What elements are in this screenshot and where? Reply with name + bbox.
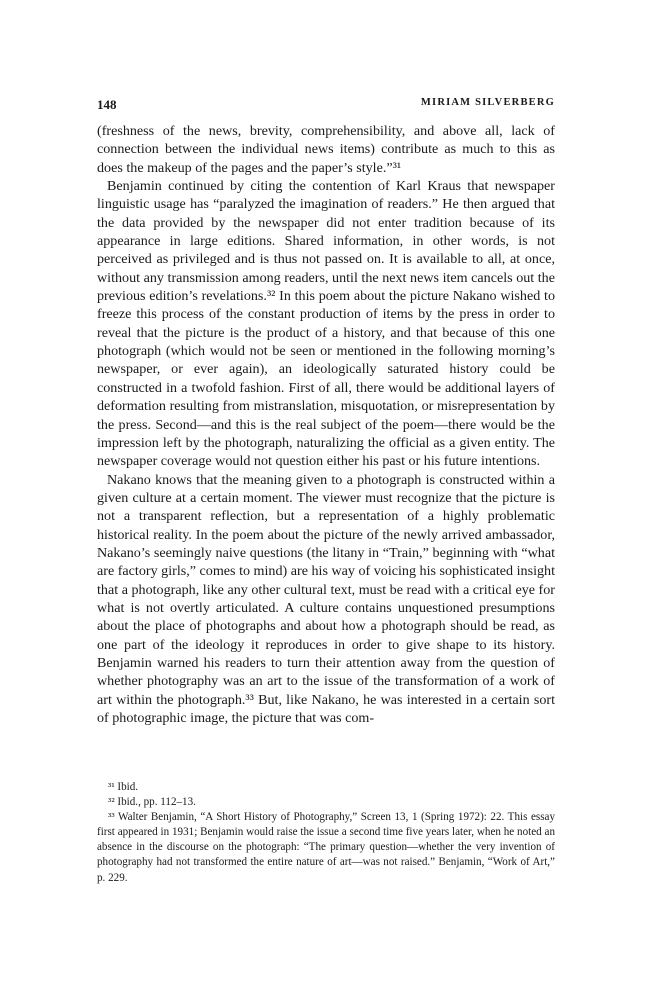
body-paragraph: Benjamin continued by citing the contention of Karl Kraus that newspaper linguistic usage has “paralyzed the imagination of readers.” He then argued that the data provided by the newspaper did not enter tradition because of its appearance in large editions. Shared information, in other words, is not perceived as privileged and is thus not passed on. It is available to all, at once, without any transmission among readers, until the next news item cancels out the previous edition’s revelations.³² In this poem about the picture Nakano wished to freeze this process of the constant production of items by the press in order to reveal that the picture is the product of a history, and that because of this one photograph (which would not be seen or mentioned in the following morning’s newspaper, or ever again), an ideologically saturated history could be constructed in a twofold fashion. First of all, there would be additional layers of deformation resulting from mistranslation, misquotation, or misrepresentation by the press. Second—and this is the real subject of the poem—there would be the impression left by the photograph, naturalizing the official as a given entity. The newspaper coverage would not question either his past or his future intentions. [97, 178, 555, 470]
footnote-32: ³² Ibid., pp. 112–13. [108, 796, 196, 809]
footnote-33: ³³ Walter Benjamin, “A Short History of Photography,” Screen 13, 1 (Spring 1972): 22. This essay first appeared in 1931; Benjamin would raise the issue a second time five years later, when he noted an absence in the discourse on the photograph: “The primary question—whether the very invention of photography had not transformed the entire nature of art—was not raised.” Benjamin, “Work of Art,” p. 229. [97, 811, 555, 884]
running-head [97, 97, 555, 115]
footnote-31: ³¹ Ibid. [108, 781, 139, 793]
body-paragraph: (freshness of the news, brevity, comprehensibility, and above all, lack of connection between the individual news items) contribute as much to this as does the makeup of the pages and the paper’s style.”³¹ [97, 123, 555, 176]
body-paragraph: Nakano knows that the meaning given to a photograph is constructed within a given culture at a certain moment. The viewer must recognize that the picture is not a transparent reflection, but a representation of a highly problematic historical reality. In the poem about the picture of the newly arrived ambassador, Nakano’s seemingly naive questions (the litany in “Train,” beginning with “what are factory girls,” comes to mind) are his way of voicing his sophisticated insight that a photograph, like any other cultural text, must be read with a critical eye for what is not overtly articulated. A culture contains unquestioned presumptions about the place of photographs and about how a photograph should be read, as one part of the ideology it reproduces in order to give shape to its history. Benjamin warned his readers to turn their attention away from the question of whether photography was an art to the issue of the transformation of a work of art within the photograph.³³ But, like Nakano, he was interested in a certain sort of photographic image, the picture that was com- [97, 471, 555, 726]
page-number: 148 [97, 97, 117, 112]
body-text [97, 122, 555, 727]
footnotes [97, 780, 555, 886]
running-head-author: MIRIAM SILVERBERG [420, 97, 555, 108]
